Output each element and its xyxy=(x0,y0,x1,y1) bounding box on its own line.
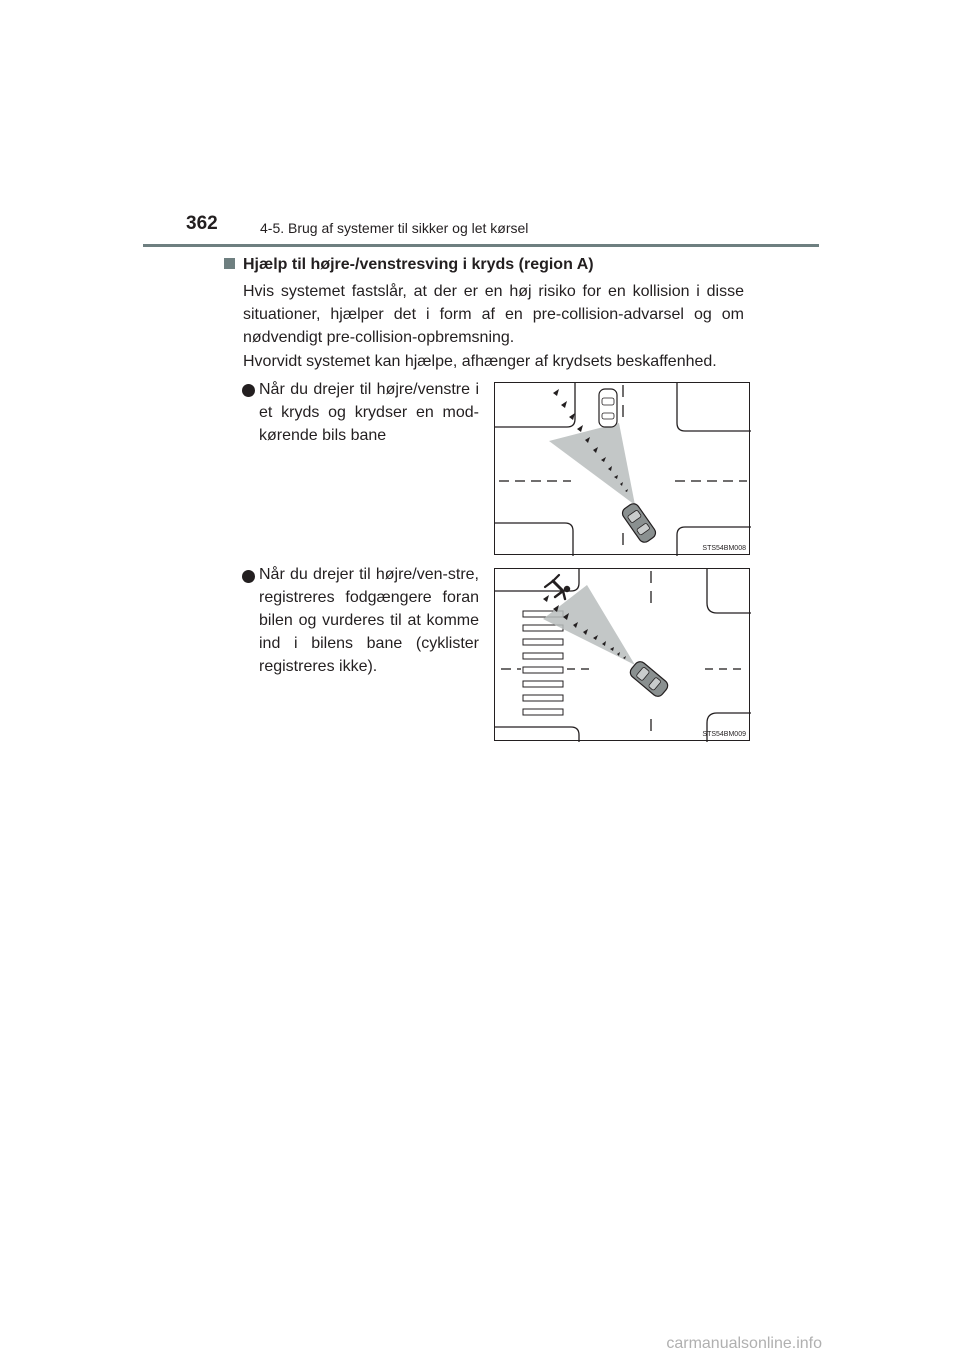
intro-paragraph: Hvis systemet fastslår, at der er en høj risiko for en kollision i disse situationer, hjælper det i form af en pre-collision-advarsel og om nødvendigt pre-collision-opbremsning. xyxy=(243,283,744,346)
bullet-text-pedestrian: Når du drejer til højre/ven-stre, registreres fodgængere foran bilen og vurderes til at komme ind i bilens bane (cyklister registreres ikke). xyxy=(259,566,479,675)
section-heading xyxy=(224,256,764,274)
figure-oncoming-car xyxy=(494,382,750,555)
bullet-icon xyxy=(242,570,255,583)
chapter-title: 4-5. Brug af systemer til sikker og let kørsel xyxy=(260,220,529,236)
figure-pedestrian xyxy=(494,568,750,741)
bullet-icon xyxy=(242,384,255,397)
footer-watermark[interactable]: carmanualsonline.info xyxy=(666,1335,822,1352)
applicability-paragraph: Hvorvidt systemet kan hjælpe, afhænger af krydsets beskaffenhed. xyxy=(243,353,717,370)
intersection-pedestrian-illustration xyxy=(495,569,751,742)
header-rule xyxy=(143,244,819,247)
section-heading-text: Hjælp til højre-/venstresving i kryds (region A) xyxy=(243,256,594,273)
bullet-text-oncoming: Når du drejer til højre/venstre i et kryds og krydser en mod-kørende bils bane xyxy=(259,381,479,444)
section-square-icon xyxy=(224,258,235,269)
figure-code: STS54BM009 xyxy=(702,731,746,738)
intersection-oncoming-illustration xyxy=(495,383,751,556)
figure-code: STS54BM008 xyxy=(702,545,746,552)
page-number: 362 xyxy=(186,213,218,234)
